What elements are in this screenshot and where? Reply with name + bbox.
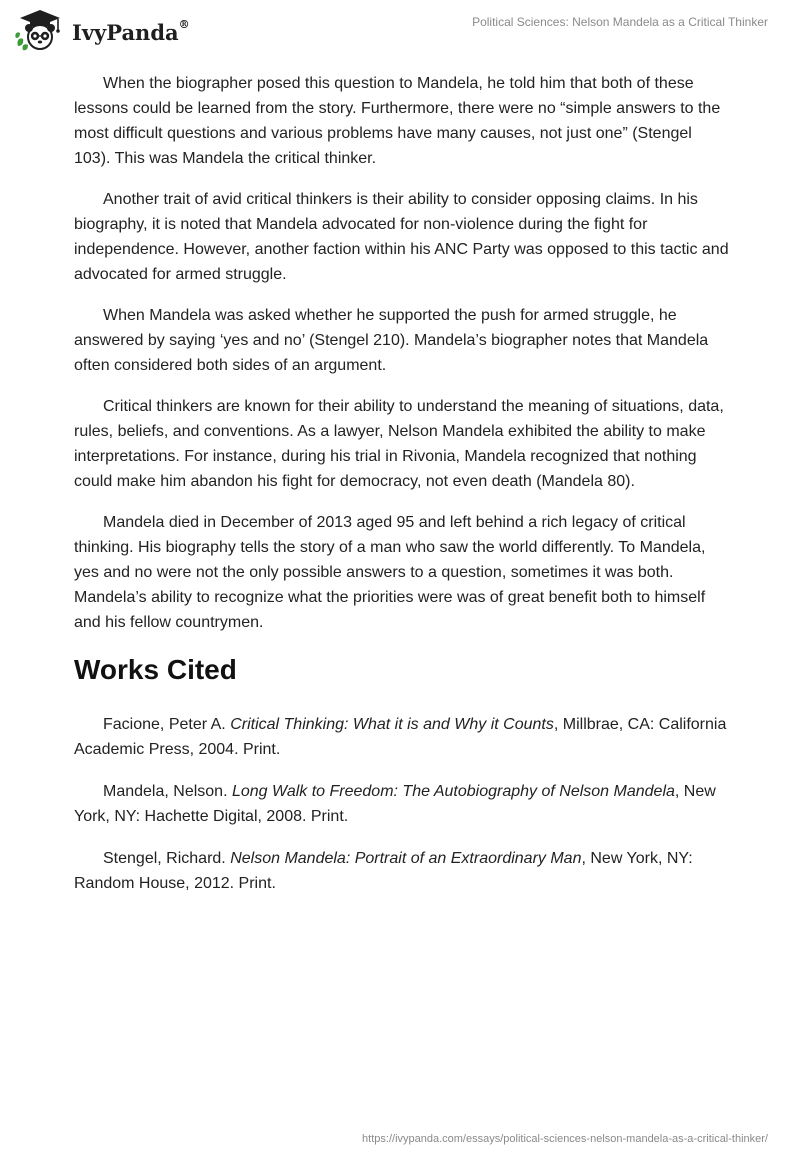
citation-publication: , New York, NY: Random House, 2012. Print. (74, 850, 693, 892)
citation-entry (74, 779, 730, 829)
trademark-symbol: ® (178, 17, 190, 31)
citation-title: Long Walk to Freedom: The Autobiography of Nelson Mandela (231, 783, 675, 800)
paragraph: Another trait of avid critical thinkers is their ability to consider opposing claims. In his biography, it is noted that Mandela advocated for non-violence during the fight for independence. However, another faction within his ANC Party was opposed to this tactic and advocated for armed struggle. (74, 191, 729, 283)
paragraph: When Mandela was asked whether he supported the push for armed struggle, he answered by saying ‘yes and no’ (Stengel 210). Mandela’s biographer notes that Mandela often considered both sides of an argument. (74, 307, 709, 374)
ivypanda-logo[interactable] (14, 8, 190, 52)
brand-name: IvyPanda® (72, 17, 190, 45)
panda-logo-icon (14, 8, 66, 52)
citation-publication: , Millbrae, CA: California Academic Press, 2004. Print. (74, 716, 727, 758)
citation-title: Critical Thinking: What it is and Why it Counts (230, 716, 554, 733)
citation-author: Mandela, Nelson. (103, 783, 232, 800)
source-url-link[interactable]: https://ivypanda.com/essays/political-sciences-nelson-mandela-as-a-critical-thinker/ (362, 1133, 768, 1145)
works-cited-heading: Works Cited (74, 654, 237, 685)
paragraph: Critical thinkers are known for their ability to understand the meaning of situations, data, rules, beliefs, and conventions. As a lawyer, Nelson Mandela exhibited the ability to make interpretations. For instance, during his trial in Rivonia, Mandela recognized that nothing could make him abandon his fight for democracy, not even death (Mandela 80). (74, 398, 724, 490)
document-title: Political Sciences: Nelson Mandela as a Critical Thinker (472, 15, 768, 29)
essay-body (74, 71, 730, 913)
page-header (0, 0, 800, 60)
citation-title: Nelson Mandela: Portrait of an Extraordinary Man (230, 850, 582, 867)
citation-author: Facione, Peter A. (103, 716, 231, 733)
citation-entry (74, 846, 730, 896)
citation-entry (74, 712, 730, 762)
paragraph: When the biographer posed this question to Mandela, he told him that both of these lessons could be learned from the story. Furthermore, there were no “simple answers to the most difficult questions and various problems have many causes, not just one” (Stengel 103). This was Mandela the critical thinker. (74, 75, 721, 167)
paragraph: Mandela died in December of 2013 aged 95 and left behind a rich legacy of critical thinking. His biography tells the story of a man who saw the world differently. To Mandela, yes and no were not the only possible answers to a question, sometimes it was both. Mandela’s ability to recognize what the priorities were was of great benefit both to himself and his fellow countrymen. (74, 514, 706, 631)
citation-author: Stengel, Richard. (103, 850, 231, 867)
citation-publication: , New York, NY: Hachette Digital, 2008. Print. (74, 783, 716, 825)
